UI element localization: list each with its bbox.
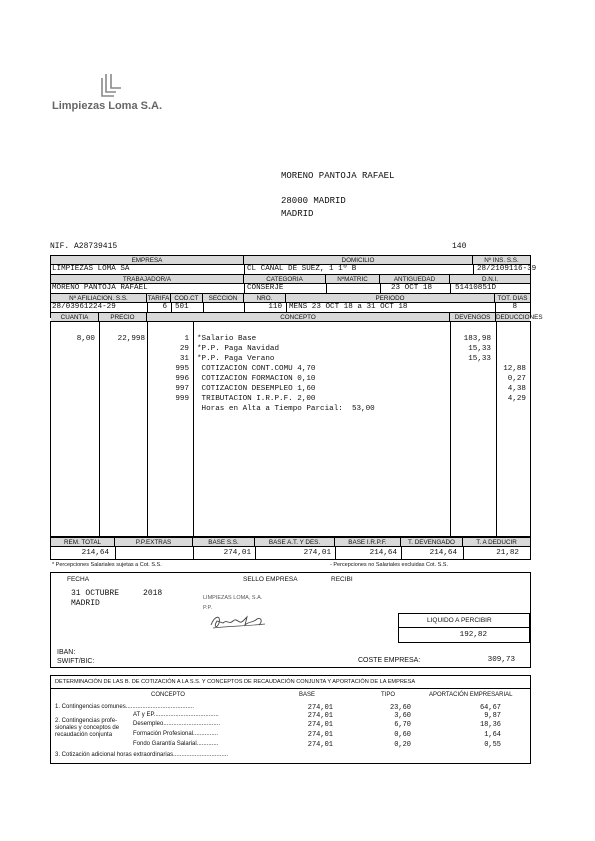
antiguedad-value: 23 OCT 18 [391, 284, 433, 292]
lines-body [50, 321, 531, 537]
contrib-aport: 1,64 [484, 731, 501, 739]
signature-box [50, 572, 531, 668]
nif: NIF. A28739415 [50, 242, 118, 251]
contrib-aport: 18,36 [479, 721, 501, 729]
h-basess: BASE S.S. [193, 538, 255, 547]
line-concepto: Horas en Alta a Tiempo Parcial: 53,00 [197, 405, 375, 413]
h-coste: COSTE EMPRESA: [358, 657, 421, 664]
ins-value: 28/2109116-39 [477, 265, 537, 273]
line-precio: 22,998 [117, 335, 145, 343]
contrib-tipo: 6,70 [394, 721, 411, 729]
basess-value: 274,01 [223, 549, 251, 557]
contrib-tipo: 0,20 [394, 741, 411, 749]
h-codct: COD.CT [171, 293, 203, 303]
h-devengos: DEVENGOS [450, 312, 496, 322]
dni-value: 51410851D [455, 284, 497, 292]
trabajador-value: MORENO PANTOJA RAFAEL [52, 284, 148, 292]
iban-label: IBAN: [57, 649, 76, 656]
contrib-l2 [55, 718, 119, 739]
h-categoria: CATEGORIA [244, 274, 326, 284]
h-ins: Nº INS. S.S. [473, 256, 530, 265]
line-devengo: 183,98 [463, 335, 491, 343]
line-cuantia: 8,00 [76, 335, 95, 343]
h-rem: REM. TOTAL [51, 538, 115, 547]
h-ppextras: P.P.EXTRAS [115, 538, 193, 547]
line-concepto: COTIZACION FORMACION 0,10 [197, 375, 316, 383]
h-tarifa: TARIFA [147, 295, 170, 302]
baseirpf-value: 214,64 [369, 549, 397, 557]
line-deduccion: 0,27 [507, 375, 526, 383]
h-tdeducir: T. A DEDUCIR [463, 538, 530, 547]
header-table [50, 255, 543, 321]
line-code: 995 [175, 365, 189, 373]
line-concepto: *Salario Base [197, 335, 257, 343]
ref-number: 140 [452, 242, 467, 251]
h-antiguedad: ANTIGUEDAD [380, 274, 450, 284]
line-code: 29 [179, 345, 189, 353]
signature [209, 609, 269, 631]
stamp-company: LIMPIEZAS LOMA, S.A. [203, 595, 263, 601]
contrib-tipo: 3,60 [394, 712, 411, 720]
contrib-tipo: 0,60 [394, 731, 411, 739]
contrib-l2a: 2. Contingencias profe- [55, 718, 118, 724]
line-code: 999 [175, 395, 189, 403]
contribution-box [50, 675, 531, 764]
h-afiliacion: Nº AFILIACION. S.S. [51, 293, 147, 303]
contrib-base: 274,01 [307, 721, 333, 729]
note-no-salariales: - Percepciones no Salariales excluidas Cot. S.S. [330, 562, 449, 568]
dias-value: 8 [512, 303, 517, 311]
h-dias: TOT. DIAS [495, 293, 530, 303]
totals-table [50, 537, 531, 560]
h-sello: SELLO EMPRESA [243, 576, 298, 583]
h-seccion: SECCION [203, 293, 244, 303]
contrib-form: Formación Profesional............... [133, 731, 219, 737]
h-trabajador: TRABAJADOR/A [51, 274, 244, 284]
contrib-aport: 64,67 [479, 704, 501, 712]
h-cuantia: CUANTIA [51, 312, 99, 322]
line-deduccion: 4,38 [507, 385, 526, 393]
line-code: 1 [184, 335, 189, 343]
contrib-des: Desempleo.................................. [133, 721, 221, 727]
h-periodo: PERIODO [286, 293, 495, 303]
h-dni: D.N.I. [450, 274, 530, 284]
contrib-title: DETERMINACIÓN DE LAS B. DE COTIZACIÓN A LA S.S. Y CONCEPTOS DE RECAUDACIÓN CONJUNTA Y APORTACIÓN DE LA EMPRESA [55, 679, 416, 685]
h-precio: PRECIO [99, 312, 147, 322]
liquido-box [398, 613, 530, 643]
h-domicilio: DOMICILIO [244, 256, 473, 265]
company-logo [98, 72, 128, 98]
contrib-base: 274,01 [307, 731, 333, 739]
h-baseirpf: BASE I.R.P.F. [335, 538, 401, 547]
contrib-l1: 1. Contingencias comunes......................................... [55, 704, 195, 710]
periodo-value: MENS 23 OCT 18 a 31 OCT 18 [289, 303, 408, 311]
company-name: Limpiezas Loma S.A. [52, 100, 163, 112]
contrib-base: 274,01 [307, 712, 333, 720]
rem-value: 214,64 [81, 549, 109, 557]
recipient-name: MORENO PANTOJA RAFAEL [281, 171, 395, 181]
h-fecha: FECHA [67, 576, 90, 583]
contrib-l3: 3. Cotización adicional horas extraordinarias................................. [55, 752, 229, 758]
liquido-value: 192,82 [459, 631, 487, 639]
h-baseat: BASE A.T. Y DES. [255, 538, 335, 547]
contrib-l2c: recaudación conjunta [55, 732, 113, 738]
h-recibi: RECIBI [331, 576, 353, 583]
recipient-city: 28000 MADRID [281, 196, 346, 206]
codct-value: 501 [175, 303, 189, 311]
afiliacion-value: 28/03961224-29 [52, 303, 116, 311]
tdevengado-value: 214,64 [429, 549, 457, 557]
h-concepto: CONCEPTO [147, 312, 450, 322]
baseat-value: 274,01 [303, 549, 331, 557]
h-nro: NRO. [244, 293, 286, 303]
line-deduccion: 12,88 [503, 365, 526, 373]
stamp-pp: P.P. [203, 605, 212, 611]
line-code: 31 [179, 355, 189, 363]
line-code: 997 [175, 385, 189, 393]
domicilio-value: CL CANAL DE SUEZ, 1 1º B [247, 265, 357, 273]
line-concepto: TRIBUTACION I.R.P.F. 2,00 [197, 395, 316, 403]
line-code: 996 [175, 375, 189, 383]
line-deduccion: 4,29 [507, 395, 526, 403]
contrib-aport: 9,87 [484, 712, 501, 720]
h-base2: BASE [299, 692, 316, 698]
coste-value: 309,73 [487, 656, 515, 664]
line-concepto: *P.P. Paga Verano [197, 355, 275, 363]
h-aport: APORTACIÓN EMPRESARIAL [429, 692, 513, 698]
h-tdevengado: T. DEVENGADO [401, 538, 463, 547]
recipient-address [281, 170, 394, 221]
tdeducir-value: 21,82 [496, 549, 519, 557]
h-deducciones: DEDUCCIONES [496, 314, 543, 321]
fecha-value: 31 OCTUBRE 2018 [71, 589, 163, 598]
line-devengo: 15,33 [468, 345, 491, 353]
contrib-base: 274,01 [307, 741, 333, 749]
empresa-value: LIMPIEZAS LOMA SA [52, 265, 130, 273]
contrib-fgs: Fondo Garantía Salarial............. [133, 741, 219, 747]
note-salariales: * Percepciones Salariales sujetas a Cot. S.S. [52, 562, 162, 568]
categoria-value: CONSERJE [247, 284, 284, 292]
tarifa-value: 6 [162, 303, 167, 311]
contrib-aport: 0,55 [484, 741, 501, 749]
line-concepto: COTIZACION DESEMPLEO 1,60 [197, 385, 316, 393]
h-empresa: EMPRESA [51, 256, 244, 265]
contrib-base: 274,01 [307, 704, 333, 712]
line-devengo: 15,33 [468, 355, 491, 363]
h-tipo: TIPO [381, 692, 396, 698]
contrib-tipo: 23,60 [389, 704, 411, 712]
h-concepto2: CONCEPTO [151, 692, 185, 698]
line-concepto: *P.P. Paga Navidad [197, 345, 280, 353]
line-concepto: COTIZACION CONT.COMU 4,70 [197, 365, 316, 373]
recipient-province: MADRID [281, 209, 314, 219]
ciudad-value: MADRID [71, 599, 100, 608]
contrib-l2b: sionales y conceptos de [55, 725, 120, 731]
swift-label: SWIFT/BIC: [57, 658, 95, 665]
nro-value: 110 [268, 303, 282, 311]
contrib-at: AT y EP....................................... [133, 712, 219, 718]
h-liquido: LIQUIDO A PERCIBIR [427, 617, 492, 624]
h-matric: NºMATRIC [326, 274, 380, 284]
